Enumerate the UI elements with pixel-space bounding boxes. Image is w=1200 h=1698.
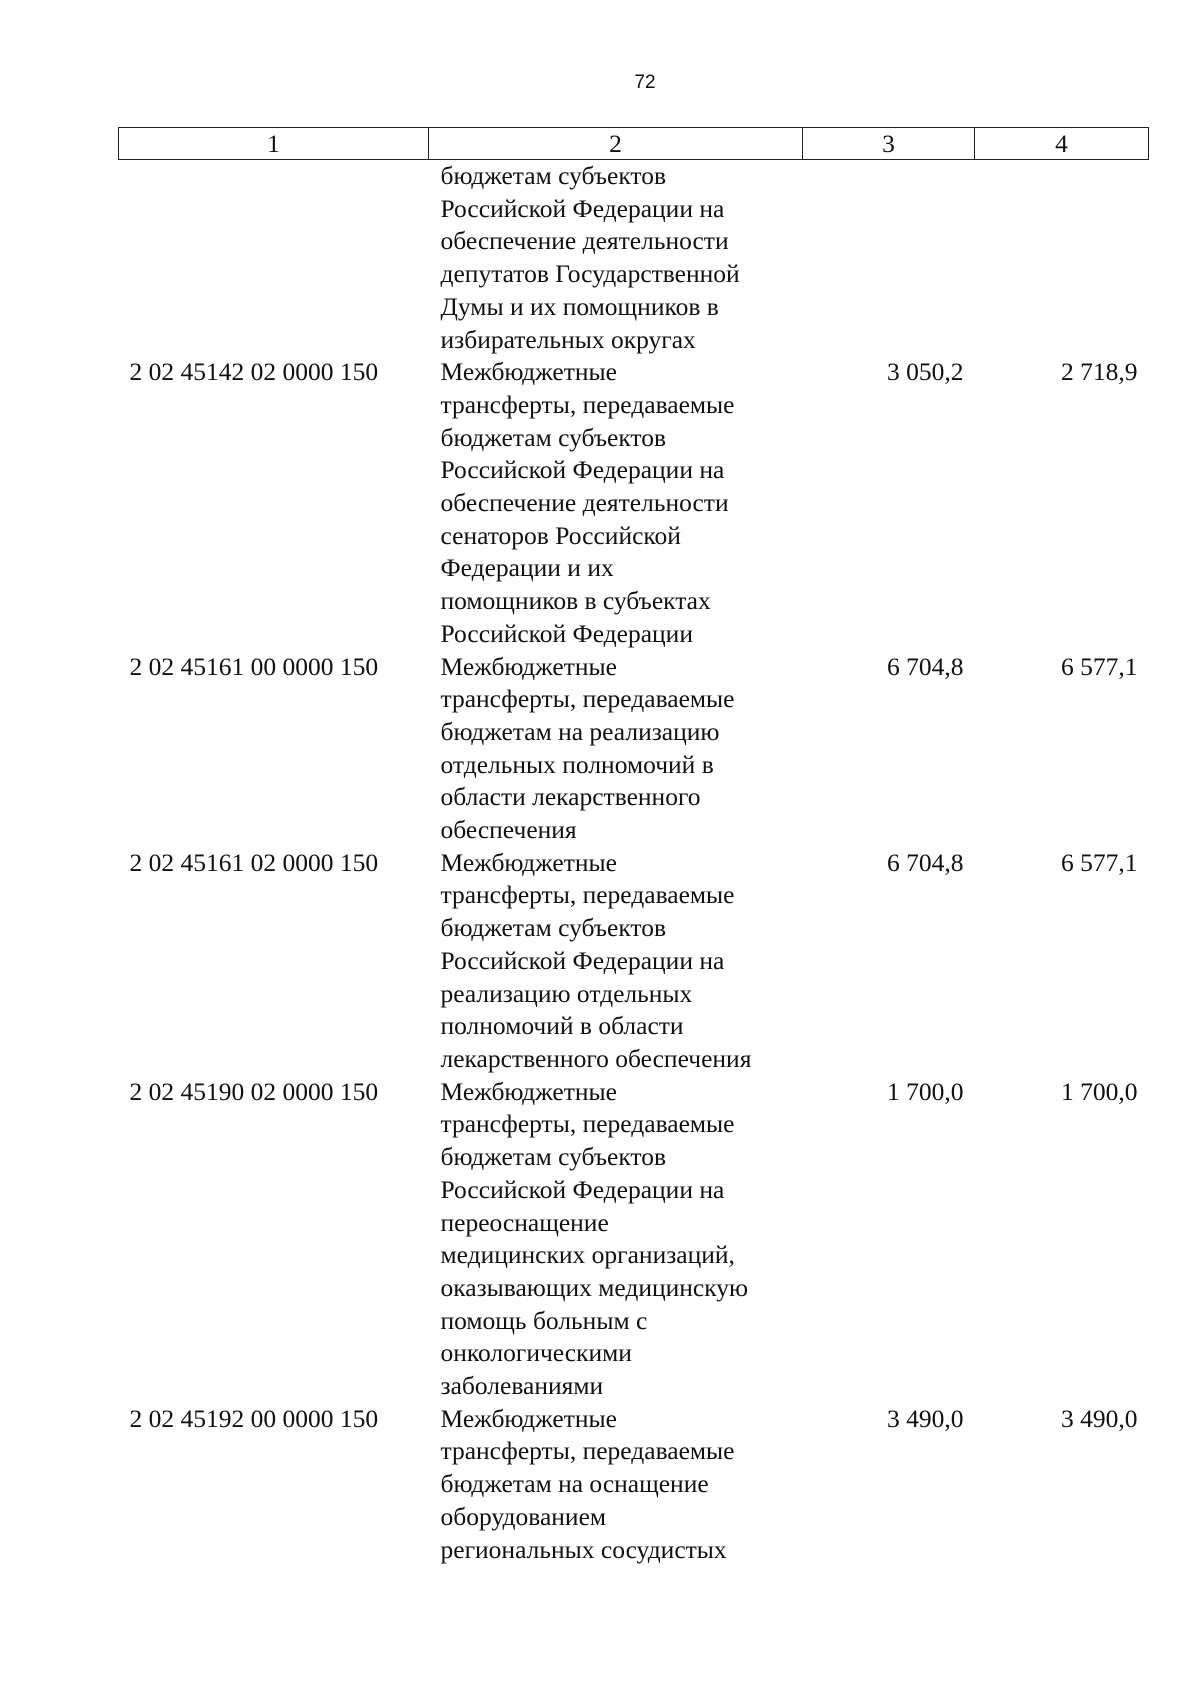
amount-column-3: 6 704,8 xyxy=(887,651,964,681)
amount-column-4: 6 577,1 xyxy=(1061,651,1138,681)
amount-column-3: 3 050,2 xyxy=(887,357,964,387)
description-line: лекарственного обеспечения xyxy=(440,1043,752,1073)
description-line: Межбюджетные xyxy=(440,651,617,681)
description-line: Российской Федерации xyxy=(440,618,693,648)
amount-column-4: 2 718,9 xyxy=(1061,357,1138,387)
description-line: помощников в субъектах xyxy=(440,586,711,616)
description-line: Межбюджетные xyxy=(440,1076,617,1106)
table-header-row xyxy=(119,128,1149,160)
description-line: бюджетам на реализацию xyxy=(440,716,720,746)
description xyxy=(429,160,803,357)
budget-table xyxy=(118,127,1149,1566)
description-line: оборудованием xyxy=(440,1501,607,1531)
description-line: депутатов Государственной xyxy=(440,259,740,289)
description-line: полномочий в области xyxy=(440,1011,684,1041)
table-row xyxy=(119,1403,1149,1567)
description-line: трансферты, передаваемые xyxy=(440,684,735,714)
table-row xyxy=(119,847,1149,1076)
table-row xyxy=(119,356,1149,650)
description-line: Межбюджетные xyxy=(440,847,617,877)
amount-column-3: 3 490,0 xyxy=(887,1403,964,1433)
description-line: обеспечение деятельности xyxy=(440,226,729,256)
description-line: отдельных полномочий в xyxy=(440,749,714,779)
description-line: области лекарственного xyxy=(440,782,701,812)
description-line: сенаторов Российской xyxy=(440,520,681,550)
description-line: медицинских организаций, xyxy=(440,1240,735,1270)
description-line: бюджетам субъектов xyxy=(440,1142,666,1172)
description-line: помощь больным с xyxy=(440,1305,648,1335)
amount-column-4: 6 577,1 xyxy=(1061,847,1138,877)
amount-column-4: 3 490,0 xyxy=(1061,1403,1138,1433)
description-line: обеспечение деятельности xyxy=(440,488,729,518)
amount-column-3 xyxy=(803,160,975,357)
description xyxy=(429,651,803,847)
amount-column-3: 1 700,0 xyxy=(887,1076,964,1106)
budget-code: 2 02 45190 02 0000 150 xyxy=(129,1076,379,1106)
description-line: заболеваниями xyxy=(440,1371,604,1401)
column-header-1: 1 xyxy=(119,128,429,160)
description-line: переоснащение xyxy=(440,1207,609,1237)
column-header-4: 4 xyxy=(975,128,1149,160)
description-line: Российской Федерации на xyxy=(440,193,725,223)
budget-code: 2 02 45161 02 0000 150 xyxy=(129,847,379,877)
description-line: Российской Федерации на xyxy=(440,1174,725,1204)
description-line: бюджетам субъектов xyxy=(440,422,666,452)
description-line: Межбюджетные xyxy=(440,357,617,387)
amount-column-4 xyxy=(975,160,1149,357)
amount-column-4: 1 700,0 xyxy=(1061,1076,1138,1106)
table-row xyxy=(119,651,1149,847)
table-body xyxy=(119,160,1149,1567)
description-line: трансферты, передаваемые xyxy=(440,1436,735,1466)
description-line: бюджетам субъектов xyxy=(440,161,666,190)
column-header-2: 2 xyxy=(429,128,803,160)
description-line: трансферты, передаваемые xyxy=(440,389,735,419)
description xyxy=(429,1076,803,1403)
description-line: Федерации и их xyxy=(440,553,614,583)
table-row xyxy=(119,160,1149,357)
description-line: бюджетам на оснащение xyxy=(440,1469,709,1499)
description xyxy=(429,1403,803,1567)
description-line: избирательных округах xyxy=(440,324,696,354)
budget-code: 2 02 45142 02 0000 150 xyxy=(129,357,379,387)
description-line: обеспечения xyxy=(440,815,577,845)
budget-code: 2 02 45161 00 0000 150 xyxy=(129,651,379,681)
description-line: региональных сосудистых xyxy=(440,1534,727,1564)
page-number: 72 xyxy=(634,72,656,93)
amount-column-3: 6 704,8 xyxy=(887,847,964,877)
description-line: Российской Федерации на xyxy=(440,945,725,975)
description-line: оказывающих медицинскую xyxy=(440,1272,749,1302)
description xyxy=(429,847,803,1076)
description-line: трансферты, передаваемые xyxy=(440,1109,735,1139)
description-line: Российской Федерации на xyxy=(440,455,725,485)
description-line: онкологическими xyxy=(440,1338,632,1368)
table-row xyxy=(119,1076,1149,1403)
column-header-3: 3 xyxy=(803,128,975,160)
description-line: реализацию отдельных xyxy=(440,978,693,1008)
budget-code: 2 02 45192 00 0000 150 xyxy=(129,1403,379,1433)
description-line: Думы и их помощников в xyxy=(440,291,719,321)
description-line: трансферты, передаваемые xyxy=(440,880,735,910)
description xyxy=(429,356,803,650)
description-line: Межбюджетные xyxy=(440,1403,617,1433)
budget-code xyxy=(119,160,429,357)
description-line: бюджетам субъектов xyxy=(440,913,666,943)
table-header xyxy=(119,128,1149,160)
